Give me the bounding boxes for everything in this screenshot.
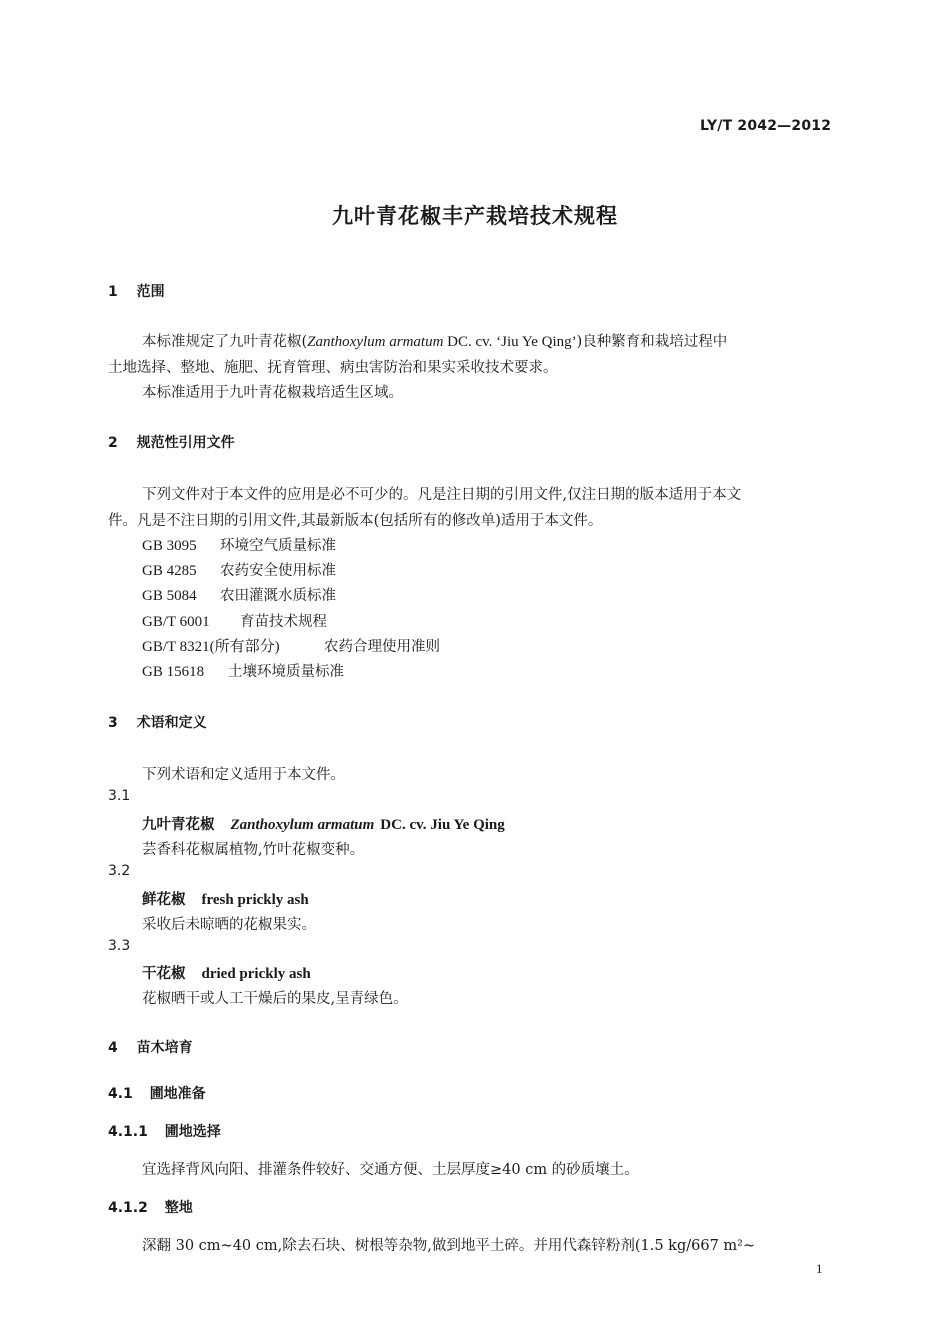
term-latin: Zanthoxylum armatum [230, 817, 375, 833]
reference-code: GB/T 6001 [142, 614, 210, 630]
term-number: 3.2 [108, 863, 131, 879]
section-number: 2 [108, 435, 118, 451]
section-number: 1 [108, 284, 118, 300]
reference-code: GB/T 8321(所有部分) [142, 639, 280, 655]
term-en: fresh prickly ash [201, 892, 309, 908]
standard-number: LY/T 2042—2012 [700, 118, 832, 134]
scope-paragraph-line-2: 土地选择、整地、施肥、抚育管理、病虫害防治和果实采收技术要求。 [108, 360, 558, 376]
subsection-4-1-heading [108, 1083, 206, 1103]
term-cn: 九叶青花椒 [142, 816, 215, 833]
reference-item [142, 559, 336, 580]
section-number: 4.1.1 [108, 1124, 148, 1140]
text-span: 本标准规定了九叶青花椒( [142, 334, 308, 350]
reference-item [142, 635, 440, 656]
reference-item [142, 534, 336, 555]
site-selection-text: 宜选择背风向阳、排灌条件较好、交通方便、土层厚度≥40 cm 的砂质壤土。 [142, 1162, 639, 1178]
term-definition: 芸香科花椒属植物,竹叶花椒变种。 [142, 842, 365, 858]
term-en: dried prickly ash [201, 966, 311, 982]
reference-item [142, 610, 327, 631]
text-span: )良种繁育和栽培过程中 [576, 334, 728, 350]
reference-code: GB 3095 [142, 538, 197, 554]
term-heading [142, 888, 309, 909]
term-number: 3.1 [108, 788, 131, 804]
reference-title: 农药合理使用准则 [324, 639, 440, 655]
reference-code: GB 4285 [142, 563, 197, 579]
section-number: 4 [108, 1040, 118, 1056]
section-number: 3 [108, 715, 118, 731]
reference-title: 农田灌溉水质标准 [220, 588, 336, 604]
reference-title: 环境空气质量标准 [220, 538, 336, 554]
section-number: 4.1 [108, 1086, 133, 1102]
cultivar-name: DC. cv. ‘Jiu Ye Qing’ [443, 334, 577, 350]
term-definition: 采收后未晾晒的花椒果实。 [142, 917, 316, 933]
section-1-heading [108, 281, 165, 301]
latin-name: Zanthoxylum armatum [307, 334, 444, 350]
section-title: 术语和定义 [136, 715, 207, 731]
section-4-heading [108, 1037, 193, 1057]
section-number: 4.1.2 [108, 1200, 148, 1216]
section-title: 圃地准备 [149, 1086, 206, 1102]
reference-item [142, 584, 336, 605]
references-intro-line-2: 件。凡是不注日期的引用文件,其最新版本(包括所有的修改单)适用于本文件。 [108, 513, 603, 529]
section-title: 规范性引用文件 [136, 435, 235, 451]
reference-item [142, 660, 344, 681]
term-number: 3.3 [108, 938, 131, 954]
section-title: 圃地选择 [164, 1124, 221, 1140]
section-3-heading [108, 712, 207, 732]
section-title: 苗木培育 [136, 1040, 193, 1056]
scope-applicability: 本标准适用于九叶青花椒栽培适生区域。 [142, 385, 403, 401]
subsection-4-1-1-heading [108, 1121, 221, 1141]
reference-title: 育苗技术规程 [240, 614, 327, 630]
section-2-heading [108, 432, 235, 452]
terms-intro: 下列术语和定义适用于本文件。 [142, 767, 345, 783]
term-heading [142, 962, 311, 983]
section-title: 范围 [136, 284, 165, 300]
section-title: 整地 [164, 1200, 193, 1216]
page-number: 1 [816, 1261, 823, 1276]
reference-code: GB 15618 [142, 664, 205, 680]
land-preparation-text: 深翻 30 cm~40 cm,除去石块、树根等杂物,做到地平土碎。并用代森锌粉剂(1.5 kg/667 m²~ [142, 1238, 756, 1254]
reference-title: 农药安全使用标准 [220, 563, 336, 579]
scope-paragraph-line-1 [142, 330, 727, 351]
page-title: 九叶青花椒丰产栽培技术规程 [332, 204, 618, 228]
term-en: DC. cv. Jiu Ye Qing [380, 817, 505, 833]
subsection-4-1-2-heading [108, 1197, 193, 1217]
reference-code: GB 5084 [142, 588, 197, 604]
references-intro-line-1: 下列文件对于本文件的应用是必不可少的。凡是注日期的引用文件,仅注日期的版本适用于本文 [142, 487, 742, 503]
term-cn: 干花椒 [142, 965, 186, 982]
term-definition: 花椒晒干或人工干燥后的果皮,呈青绿色。 [142, 991, 408, 1007]
reference-title: 土壤环境质量标准 [228, 664, 344, 680]
term-cn: 鲜花椒 [142, 891, 186, 908]
term-heading [142, 813, 505, 834]
